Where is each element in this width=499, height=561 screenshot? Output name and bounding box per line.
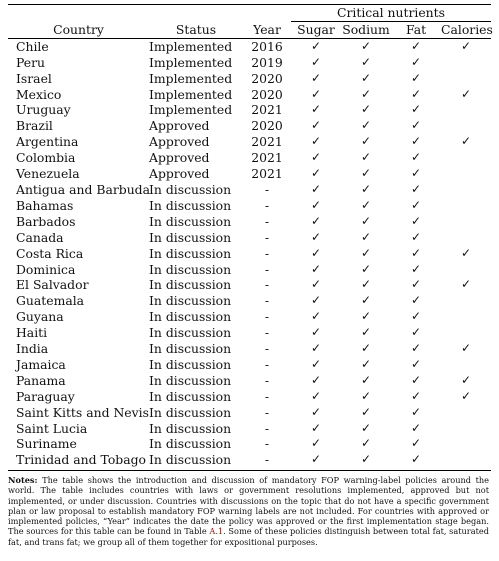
check-fat: ✓ <box>410 372 422 387</box>
table-row <box>8 102 491 118</box>
table-row <box>8 341 491 357</box>
check-fat: ✓ <box>410 134 422 149</box>
cell-country: Uruguay <box>16 102 71 118</box>
cell-year: - <box>264 388 270 404</box>
cell-country: Bahamas <box>16 197 74 213</box>
check-sugar: ✓ <box>310 54 322 69</box>
cell-country: India <box>16 341 49 357</box>
cell-status: In discussion <box>149 420 232 436</box>
cell-status: Approved <box>149 134 210 150</box>
table-row <box>8 277 491 293</box>
check-sugar: ✓ <box>310 102 322 117</box>
cell-year: - <box>264 245 270 261</box>
cell-year: - <box>264 325 270 341</box>
check-calories <box>441 71 491 87</box>
check-fat: ✓ <box>410 452 422 467</box>
cell-status: Approved <box>149 150 210 166</box>
col-header-sugar: Sugar <box>291 21 341 38</box>
table-row <box>8 262 491 278</box>
check-sugar: ✓ <box>310 166 322 181</box>
notes-text-1: The table shows the introduction and discussion of mandatory FOP warning-label policies around the world. The table includes countries with laws or government resolutions implemented, approved but not implemented, or under discussion. Countries with discussions on the topic that do not have a specific government plan or law proposal to establish mandatory FOP warning labels are not included. For countries with approved or implemented policies, “Year” indicates the date the policy was approved or the first implementation stage began. The sources for this table can be found in Table <box>8 475 489 537</box>
check-fat: ✓ <box>410 102 422 117</box>
col-header-fat: Fat <box>391 21 441 38</box>
cell-country: Haiti <box>16 325 48 341</box>
fop-policy-table <box>8 5 491 468</box>
check-calories: ✓ <box>460 277 472 292</box>
cell-status: In discussion <box>149 293 232 309</box>
check-sodium: ✓ <box>360 341 372 356</box>
check-sodium: ✓ <box>360 54 372 69</box>
cell-status: In discussion <box>149 325 232 341</box>
table-row <box>8 55 491 71</box>
cell-status: Implemented <box>149 54 233 70</box>
cell-country: Brazil <box>16 118 53 134</box>
check-fat: ✓ <box>410 341 422 356</box>
table-row <box>8 452 491 468</box>
check-sugar: ✓ <box>310 293 322 308</box>
group-header-critical-nutrients: Critical nutrients <box>291 5 491 21</box>
cell-country: Panama <box>16 372 66 388</box>
check-calories <box>441 166 491 182</box>
cell-status: In discussion <box>149 436 232 452</box>
cell-year: 2021 <box>251 102 283 118</box>
check-sodium: ✓ <box>360 229 372 244</box>
check-fat: ✓ <box>410 54 422 69</box>
cell-country: Guatemala <box>16 293 85 309</box>
cell-country: Paraguay <box>16 388 75 404</box>
cell-status: In discussion <box>149 229 232 245</box>
cell-year: - <box>264 309 270 325</box>
check-calories <box>441 325 491 341</box>
check-sugar: ✓ <box>310 420 322 435</box>
check-sugar: ✓ <box>310 261 322 276</box>
check-sodium: ✓ <box>360 70 372 85</box>
table-row <box>8 421 491 437</box>
check-calories <box>441 421 491 437</box>
check-calories: ✓ <box>460 372 472 387</box>
col-header-status: Status <box>149 21 243 38</box>
table-row <box>8 198 491 214</box>
check-calories <box>441 102 491 118</box>
cell-year: - <box>264 293 270 309</box>
cell-status: Approved <box>149 166 210 182</box>
cell-country: Saint Lucia <box>16 420 88 436</box>
check-sugar: ✓ <box>310 436 322 451</box>
check-fat: ✓ <box>410 261 422 276</box>
check-calories: ✓ <box>460 341 472 356</box>
cell-country: Canada <box>16 229 64 245</box>
check-sodium: ✓ <box>360 261 372 276</box>
cell-country: Guyana <box>16 309 64 325</box>
check-calories <box>441 150 491 166</box>
check-fat: ✓ <box>410 436 422 451</box>
check-sugar: ✓ <box>310 150 322 165</box>
cell-year: - <box>264 420 270 436</box>
check-sodium: ✓ <box>360 436 372 451</box>
check-fat: ✓ <box>410 293 422 308</box>
cell-country: Venezuela <box>16 166 80 182</box>
check-sugar: ✓ <box>310 229 322 244</box>
check-sugar: ✓ <box>310 213 322 228</box>
check-calories <box>441 55 491 71</box>
check-calories <box>441 405 491 421</box>
notes-label: Notes: <box>8 475 38 486</box>
check-sugar: ✓ <box>310 118 322 133</box>
table-row <box>8 182 491 198</box>
table-row <box>8 230 491 246</box>
cell-year: - <box>264 436 270 452</box>
cell-status: In discussion <box>149 277 232 293</box>
cell-country: Colombia <box>16 150 76 166</box>
check-sugar: ✓ <box>310 325 322 340</box>
check-sodium: ✓ <box>360 277 372 292</box>
check-calories <box>441 182 491 198</box>
check-fat: ✓ <box>410 150 422 165</box>
cell-country: Peru <box>16 54 46 70</box>
cell-country: Argentina <box>16 134 79 150</box>
cell-status: Implemented <box>149 86 233 102</box>
table-row <box>8 214 491 230</box>
check-fat: ✓ <box>410 70 422 85</box>
table-row <box>8 38 491 54</box>
check-fat: ✓ <box>410 118 422 133</box>
check-sugar: ✓ <box>310 70 322 85</box>
check-sodium: ✓ <box>360 452 372 467</box>
cell-status: Implemented <box>149 70 233 86</box>
check-calories <box>441 262 491 278</box>
cell-year: 2021 <box>251 166 283 182</box>
cell-year: - <box>264 452 270 468</box>
cell-year: 2020 <box>251 118 283 134</box>
col-header-calories: Calories <box>441 21 493 37</box>
cell-year: - <box>264 229 270 245</box>
table-row <box>8 373 491 389</box>
cell-status: In discussion <box>149 356 232 372</box>
cell-year: - <box>264 197 270 213</box>
check-sodium: ✓ <box>360 388 372 403</box>
cell-year: 2020 <box>251 70 283 86</box>
check-sodium: ✓ <box>360 309 372 324</box>
check-fat: ✓ <box>410 166 422 181</box>
check-sugar: ✓ <box>310 309 322 324</box>
cell-country: El Salvador <box>16 277 89 293</box>
col-header-year: Year <box>243 21 291 38</box>
check-calories <box>441 436 491 452</box>
check-fat: ✓ <box>410 388 422 403</box>
cell-year: - <box>264 404 270 420</box>
check-fat: ✓ <box>410 356 422 371</box>
table-row <box>8 150 491 166</box>
check-calories <box>441 230 491 246</box>
check-sodium: ✓ <box>360 86 372 101</box>
cell-year: 2021 <box>251 150 283 166</box>
check-sodium: ✓ <box>360 325 372 340</box>
check-sodium: ✓ <box>360 356 372 371</box>
cell-status: In discussion <box>149 372 232 388</box>
check-fat: ✓ <box>410 245 422 260</box>
cell-country: Trinidad and Tobago <box>16 452 146 468</box>
check-calories <box>441 309 491 325</box>
cell-year: 2019 <box>251 54 283 70</box>
check-sodium: ✓ <box>360 150 372 165</box>
table-figure <box>8 4 491 547</box>
col-header-country: Country <box>8 21 149 38</box>
check-sugar: ✓ <box>310 372 322 387</box>
check-sodium: ✓ <box>360 197 372 212</box>
check-fat: ✓ <box>410 181 422 196</box>
check-calories: ✓ <box>460 38 472 53</box>
check-calories: ✓ <box>460 134 472 149</box>
check-fat: ✓ <box>410 404 422 419</box>
cell-status: In discussion <box>149 452 232 468</box>
check-sodium: ✓ <box>360 213 372 228</box>
cell-status: In discussion <box>149 341 232 357</box>
cell-country: Barbados <box>16 213 76 229</box>
check-sugar: ✓ <box>310 341 322 356</box>
check-fat: ✓ <box>410 277 422 292</box>
check-sugar: ✓ <box>310 197 322 212</box>
column-header-row <box>8 21 491 38</box>
check-sodium: ✓ <box>360 420 372 435</box>
cell-status: In discussion <box>149 388 232 404</box>
check-sugar: ✓ <box>310 134 322 149</box>
table-row <box>8 325 491 341</box>
check-fat: ✓ <box>410 86 422 101</box>
table-row <box>8 71 491 87</box>
check-sodium: ✓ <box>360 118 372 133</box>
check-sugar: ✓ <box>310 356 322 371</box>
group-header-row <box>8 5 491 21</box>
check-fat: ✓ <box>410 309 422 324</box>
table-row <box>8 87 491 103</box>
check-sugar: ✓ <box>310 404 322 419</box>
check-sodium: ✓ <box>360 181 372 196</box>
check-sugar: ✓ <box>310 277 322 292</box>
check-sodium: ✓ <box>360 102 372 117</box>
table-row <box>8 357 491 373</box>
table-body <box>8 38 491 468</box>
table-row <box>8 309 491 325</box>
cell-year: - <box>264 261 270 277</box>
check-sugar: ✓ <box>310 452 322 467</box>
check-sugar: ✓ <box>310 86 322 101</box>
cell-status: Approved <box>149 118 210 134</box>
table-notes <box>8 475 491 546</box>
cell-country: Costa Rica <box>16 245 84 261</box>
cell-year: 2021 <box>251 134 283 150</box>
check-sugar: ✓ <box>310 245 322 260</box>
cell-status: In discussion <box>149 309 232 325</box>
check-calories <box>441 118 491 134</box>
cell-status: In discussion <box>149 245 232 261</box>
check-fat: ✓ <box>410 38 422 53</box>
check-sodium: ✓ <box>360 404 372 419</box>
cell-status: In discussion <box>149 181 232 197</box>
table-row <box>8 405 491 421</box>
cell-year: - <box>264 181 270 197</box>
table-row <box>8 166 491 182</box>
table-row <box>8 118 491 134</box>
table-row <box>8 293 491 309</box>
cell-year: - <box>264 372 270 388</box>
table-row <box>8 389 491 405</box>
table-row <box>8 246 491 262</box>
check-sodium: ✓ <box>360 293 372 308</box>
check-sodium: ✓ <box>360 134 372 149</box>
cell-year: - <box>264 213 270 229</box>
cell-status: In discussion <box>149 261 232 277</box>
table-row <box>8 134 491 150</box>
cell-year: 2020 <box>251 86 283 102</box>
cell-country: Israel <box>16 70 52 86</box>
notes-text-2: . Some of these policies distinguish between total fat, saturated fat, and trans fat; we group all of them together for expositional purposes. <box>8 526 489 547</box>
cell-status: Implemented <box>149 38 233 54</box>
check-calories <box>441 214 491 230</box>
check-calories: ✓ <box>460 388 472 403</box>
check-sodium: ✓ <box>360 38 372 53</box>
check-fat: ✓ <box>410 197 422 212</box>
cell-country: Mexico <box>16 86 62 102</box>
table-row <box>8 436 491 452</box>
check-calories <box>441 293 491 309</box>
check-sugar: ✓ <box>310 38 322 53</box>
col-header-sodium: Sodium <box>342 21 390 37</box>
table-reference-link[interactable]: A.1 <box>209 526 224 537</box>
check-fat: ✓ <box>410 213 422 228</box>
cell-country: Antigua and Barbuda <box>16 181 150 197</box>
cell-year: - <box>264 277 270 293</box>
check-calories: ✓ <box>460 245 472 260</box>
cell-status: In discussion <box>149 404 232 420</box>
cell-year: 2016 <box>251 38 283 54</box>
cell-country: Chile <box>16 38 49 54</box>
check-fat: ✓ <box>410 420 422 435</box>
cell-year: - <box>264 341 270 357</box>
cell-status: In discussion <box>149 197 232 213</box>
check-fat: ✓ <box>410 325 422 340</box>
cell-status: In discussion <box>149 213 232 229</box>
check-sugar: ✓ <box>310 388 322 403</box>
cell-country: Dominica <box>16 261 76 277</box>
check-calories <box>441 452 491 468</box>
cell-country: Jamaica <box>16 356 66 372</box>
check-fat: ✓ <box>410 229 422 244</box>
check-sodium: ✓ <box>360 166 372 181</box>
check-sodium: ✓ <box>360 372 372 387</box>
bottom-rule <box>8 470 491 471</box>
check-sugar: ✓ <box>310 181 322 196</box>
check-calories <box>441 198 491 214</box>
check-sodium: ✓ <box>360 245 372 260</box>
cell-status: Implemented <box>149 102 233 118</box>
check-calories <box>441 357 491 373</box>
cell-country: Saint Kitts and Nevis <box>16 404 149 420</box>
cell-country: Suriname <box>16 436 77 452</box>
check-calories: ✓ <box>460 86 472 101</box>
cell-year: - <box>264 356 270 372</box>
